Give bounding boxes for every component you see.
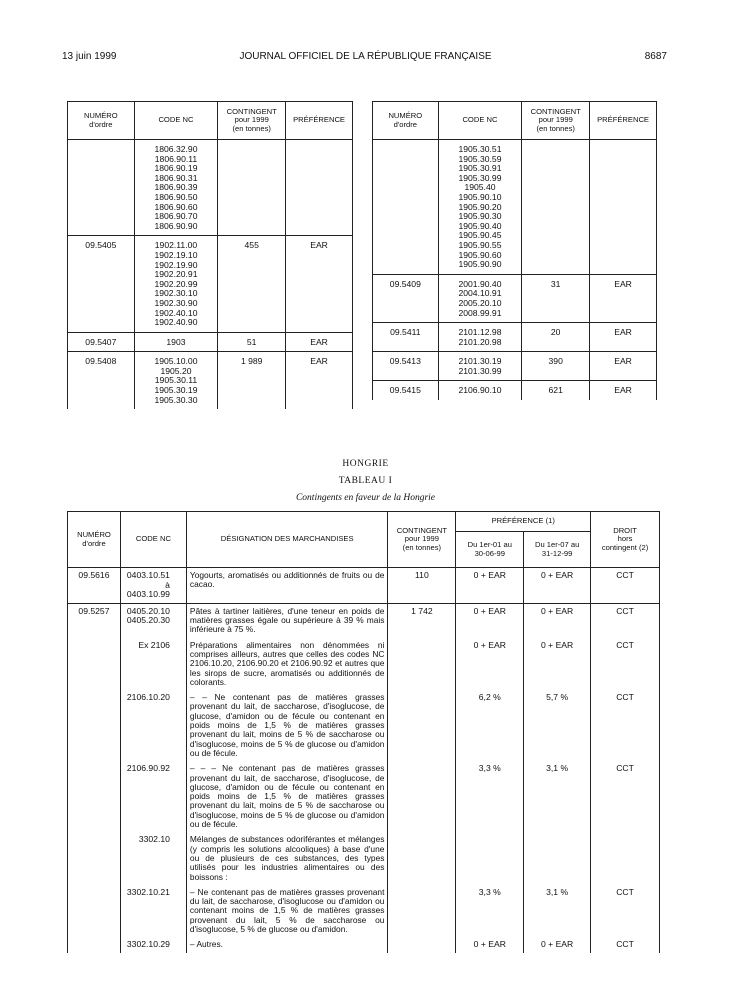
table-row [68,690,660,761]
contingent-cell: 51 [218,332,286,352]
pref-b-cell: 0 + EAR [524,568,591,604]
numero-cell [68,885,121,937]
code-nc: 2008.99.91 [458,307,502,318]
pref-a-cell: 0 + EAR [456,568,524,604]
table-row [68,832,660,884]
table-row [68,638,660,690]
code-nc: 2101.12.98 [458,327,502,338]
contingent-cell: 1 989 [218,352,286,409]
table-row [68,568,660,604]
code-cell [438,274,522,322]
code-nc: 1905.30.11 [154,375,198,386]
code-cell [438,323,522,352]
contingent-cell: 1 742 [388,603,456,637]
code-nc: 1806.90.60 [154,201,198,212]
numero-cell: 09.5407 [68,332,135,352]
contingent-cell [388,690,456,761]
code-nc: 3302.10.21 [126,886,170,897]
preference-cell: EAR [590,323,657,352]
code-nc: 1905.90.20 [458,201,502,212]
contingent-cell [388,832,456,884]
code-cell [134,332,218,352]
hu-col-numero: NUMÉRO d'ordre [68,512,121,568]
code-nc: 1902.20.91 [154,269,198,280]
code-nc: Ex 2106 [138,639,170,650]
code-nc: 1905.90.45 [458,230,502,241]
designation-cell: – – Ne contenant pas de matières grasses provenant du lait, de saccharose, d'isoglucose, de glucose, d'amidon ou de fécule ou contenant en poids moins de 1,5 % de matières grasses provenant du lait, moins de 5 % de saccharose ou d'isoglucose, moins de 5 % de glucose ou d'amidon ou de fécule. [186,690,388,761]
preference-cell: EAR [286,352,353,409]
code-nc: 1905.90.90 [458,259,502,270]
left-table-body [68,140,353,410]
col-code: CODE NC [134,102,218,140]
left-quota-table [67,101,353,409]
code-nc: 3302.10 [138,834,170,845]
table-row [68,352,353,409]
numero-cell: 09.5408 [68,352,135,409]
code-nc: 1902.30.90 [154,297,198,308]
designation-cell: Yogourts, aromatisés ou additionnés de fruits ou de cacao. [186,568,388,604]
pref-b-cell: 3,1 % [524,885,591,937]
numero-cell [68,638,121,690]
table-row [68,332,353,352]
code-cell [120,638,186,690]
code-cell [120,603,186,637]
contingent-cell [218,140,286,236]
hu-col-contingent: CONTINGENT pour 1999 (en tonnes) [388,512,456,568]
col-contingent: CONTINGENT pour 1999 (en tonnes) [522,102,590,140]
pref-a-cell: 3,3 % [456,885,524,937]
code-nc: 1905.30.19 [154,385,198,396]
code-nc: 2005.20.10 [458,297,502,308]
contingent-cell: 20 [522,323,590,352]
numero-cell [68,761,121,832]
code-cell [438,140,522,275]
code-nc: 1806.90.11 [154,153,198,164]
contingent-cell: 455 [218,236,286,332]
table-row [68,603,660,637]
pref-a-cell: 0 + EAR [456,937,524,953]
droit-cell: CCT [591,690,660,761]
preference-cell: EAR [590,274,657,322]
page-number: 8687 [644,51,667,62]
contingent-cell [388,761,456,832]
contingent-cell [522,140,590,275]
col-preference: PRÉFÉRENCE [286,102,353,140]
code-nc: 1902.11.00 [154,240,198,251]
code-cell [438,381,522,400]
table-row [373,140,657,275]
code-nc: 1806.90.90 [154,220,198,231]
table-row [68,236,353,332]
section-caption: Contingents en faveur de la Hongrie [295,493,436,503]
code-nc: 1806.90.70 [154,211,198,222]
code-nc: 1905.30.59 [458,153,502,164]
code-nc: 1905.20 [160,365,192,376]
code-nc: 1905.90.30 [458,211,502,222]
code-nc: 2106.90.10 [458,385,502,396]
numero-cell: 09.5415 [373,381,439,400]
code-nc: 1905.10.00 [154,356,198,367]
code-cell [134,140,218,236]
code-nc: 1905.90.40 [458,220,502,231]
designation-cell: Préparations alimentaires non dénommées ni comprises ailleurs, autres que celles des codes NC 2106.10.20, 2106.90.20 et 2106.90.92 et autres que les sirops de sucre, aromatisés ou additionnés de colorants. [186,638,388,690]
droit-cell: CCT [591,761,660,832]
hu-col-pref-a: Du 1er-01 au 30-06-99 [456,532,524,568]
numero-cell: 09.5411 [373,323,439,352]
pref-b-cell: 0 + EAR [524,603,591,637]
code-nc: 3302.10.29 [126,939,170,950]
code-nc: 1806.90.31 [154,172,198,183]
code-nc: 1902.40.10 [154,307,198,318]
droit-cell: CCT [591,603,660,637]
contingent-cell: 621 [522,381,590,400]
table-row [373,381,657,400]
code-nc: 1902.19.10 [154,249,198,260]
pref-a-cell: 0 + EAR [456,638,524,690]
code-nc: 1905.30.30 [154,394,198,405]
code-nc: 2101.30.19 [458,356,502,367]
code-nc: 1902.19.90 [154,259,198,270]
code-nc: 2106.10.20 [126,692,170,703]
code-nc: 1905.40 [464,182,496,193]
col-numero: NUMÉRO d'ordre [68,102,135,140]
preference-cell: EAR [590,381,657,400]
right-quota-table [372,101,657,400]
table-row [373,274,657,322]
code-cell [120,937,186,953]
col-contingent: CONTINGENT pour 1999 (en tonnes) [218,102,286,140]
designation-cell: – Autres. [186,937,388,953]
col-numero: NUMÉRO d'ordre [373,102,439,140]
pref-a-cell: 0 + EAR [456,603,524,637]
preference-cell: EAR [590,352,657,381]
hungary-quota-table [67,511,660,953]
contingent-cell [388,638,456,690]
designation-cell: – Ne contenant pas de matières grasses provenant du lait, de saccharose, d'isoglucose ou d'amidon ou contenant moins de 1,5 % de matières grasses provenant du lait, 5 % de saccharose ou d'isoglucose, 5 % de glucose ou d'amidon. [186,885,388,937]
code-cell [120,690,186,761]
col-code: CODE NC [438,102,522,140]
table-row [68,937,660,953]
contingent-cell: 31 [522,274,590,322]
numero-cell [68,140,135,236]
code-cell [438,352,522,381]
code-nc: 1902.30.10 [154,288,198,299]
hu-col-code: CODE NC [120,512,186,568]
numero-cell [373,140,439,275]
numero-cell [68,832,121,884]
pref-a-cell [456,832,524,884]
numero-cell: 09.5616 [68,568,121,604]
code-nc: 1806.90.50 [154,191,198,202]
section-table-number: TABLEAU I [338,476,393,486]
code-nc: 2101.30.99 [458,365,502,376]
contingent-cell [388,937,456,953]
droit-cell [591,832,660,884]
code-nc: 1903 [166,336,186,347]
code-nc: 1905.90.60 [458,249,502,260]
code-nc: 2106.90.92 [126,763,170,774]
hu-col-droit: DROIT hors contingent (2) [591,512,660,568]
designation-cell: – – – Ne contenant pas de matières grasses provenant du lait, de saccharose, d'isoglucose, de glucose, d'amidon ou de fécule ou contenant en poids moins de 1,5 % de matières grasses provenant du lait, moins de 5 % de saccharose ou d'isoglucose, moins de 5 % de glucose ou d'amidon ou de fécule. [186,761,388,832]
journal-title: JOURNAL OFFICIEL DE LA RÉPUBLIQUE FRANÇAISE [239,51,492,62]
page-date: 13 juin 1999 [62,51,117,62]
code-cell [120,568,186,604]
code-nc: à 0403.10.99 [126,579,170,600]
droit-cell: CCT [591,568,660,604]
right-table-body [373,140,657,401]
preference-cell: EAR [286,236,353,332]
pref-b-cell [524,832,591,884]
code-nc: 2101.20.98 [458,336,502,347]
hu-col-pref-b: Du 1er-07 au 31-12-99 [524,532,591,568]
code-nc: 1905.30.99 [458,172,502,183]
code-nc: 1902.40.90 [154,317,198,328]
code-nc: 0405.20.10 [126,605,170,616]
code-nc: 1806.90.39 [154,182,198,193]
table-row [373,323,657,352]
numero-cell: 09.5413 [373,352,439,381]
contingent-cell: 390 [522,352,590,381]
hungary-table-body [68,568,660,953]
pref-b-cell: 3,1 % [524,761,591,832]
code-cell [120,832,186,884]
hu-col-preference: PRÉFÉRENCE (1) [456,512,591,532]
code-nc: 0405.20.30 [126,615,170,626]
designation-cell: Pâtes à tartiner laitières, d'une teneur en poids de matières grasses égale ou supérieure à 39 % mais inférieure à 75 %. [186,603,388,637]
code-nc: 2004.10.91 [458,288,502,299]
code-nc: 2001.90.40 [458,278,502,289]
section-country: HONGRIE [342,459,389,469]
code-cell [120,761,186,832]
numero-cell: 09.5257 [68,603,121,637]
col-preference: PRÉFÉRENCE [590,102,657,140]
numero-cell: 09.5409 [373,274,439,322]
contingent-cell: 110 [388,568,456,604]
hu-col-designation: DÉSIGNATION DES MARCHANDISES [186,512,388,568]
numero-cell: 09.5405 [68,236,135,332]
preference-cell [590,140,657,275]
code-cell [134,236,218,332]
pref-b-cell: 5,7 % [524,690,591,761]
code-nc: 1905.90.10 [458,191,502,202]
droit-cell: CCT [591,885,660,937]
pref-a-cell: 6,2 % [456,690,524,761]
code-nc: 1902.20.99 [154,278,198,289]
code-nc: 1806.90.19 [154,163,198,174]
code-cell [134,352,218,409]
code-nc: 1905.90.55 [458,239,502,250]
table-row [68,885,660,937]
table-row [68,761,660,832]
table-row [68,140,353,236]
pref-a-cell: 3,3 % [456,761,524,832]
preference-cell: EAR [286,332,353,352]
droit-cell: CCT [591,937,660,953]
table-row [373,352,657,381]
pref-b-cell: 0 + EAR [524,937,591,953]
pref-b-cell: 0 + EAR [524,638,591,690]
contingent-cell [388,885,456,937]
droit-cell: CCT [591,638,660,690]
designation-cell: Mélanges de substances odoriférantes et mélanges (y compris les solutions alcooliques) à base d'une ou de plusieurs de ces substances, des types utilisés pour les industries alimentaires ou des boissons : [186,832,388,884]
preference-cell [286,140,353,236]
code-nc: 1905.30.91 [458,163,502,174]
code-nc: 1806.32.90 [154,144,198,154]
numero-cell [68,690,121,761]
code-nc: 0403.10.51 [126,570,170,580]
numero-cell [68,937,121,953]
code-nc: 1905.30.51 [458,144,502,154]
code-cell [120,885,186,937]
